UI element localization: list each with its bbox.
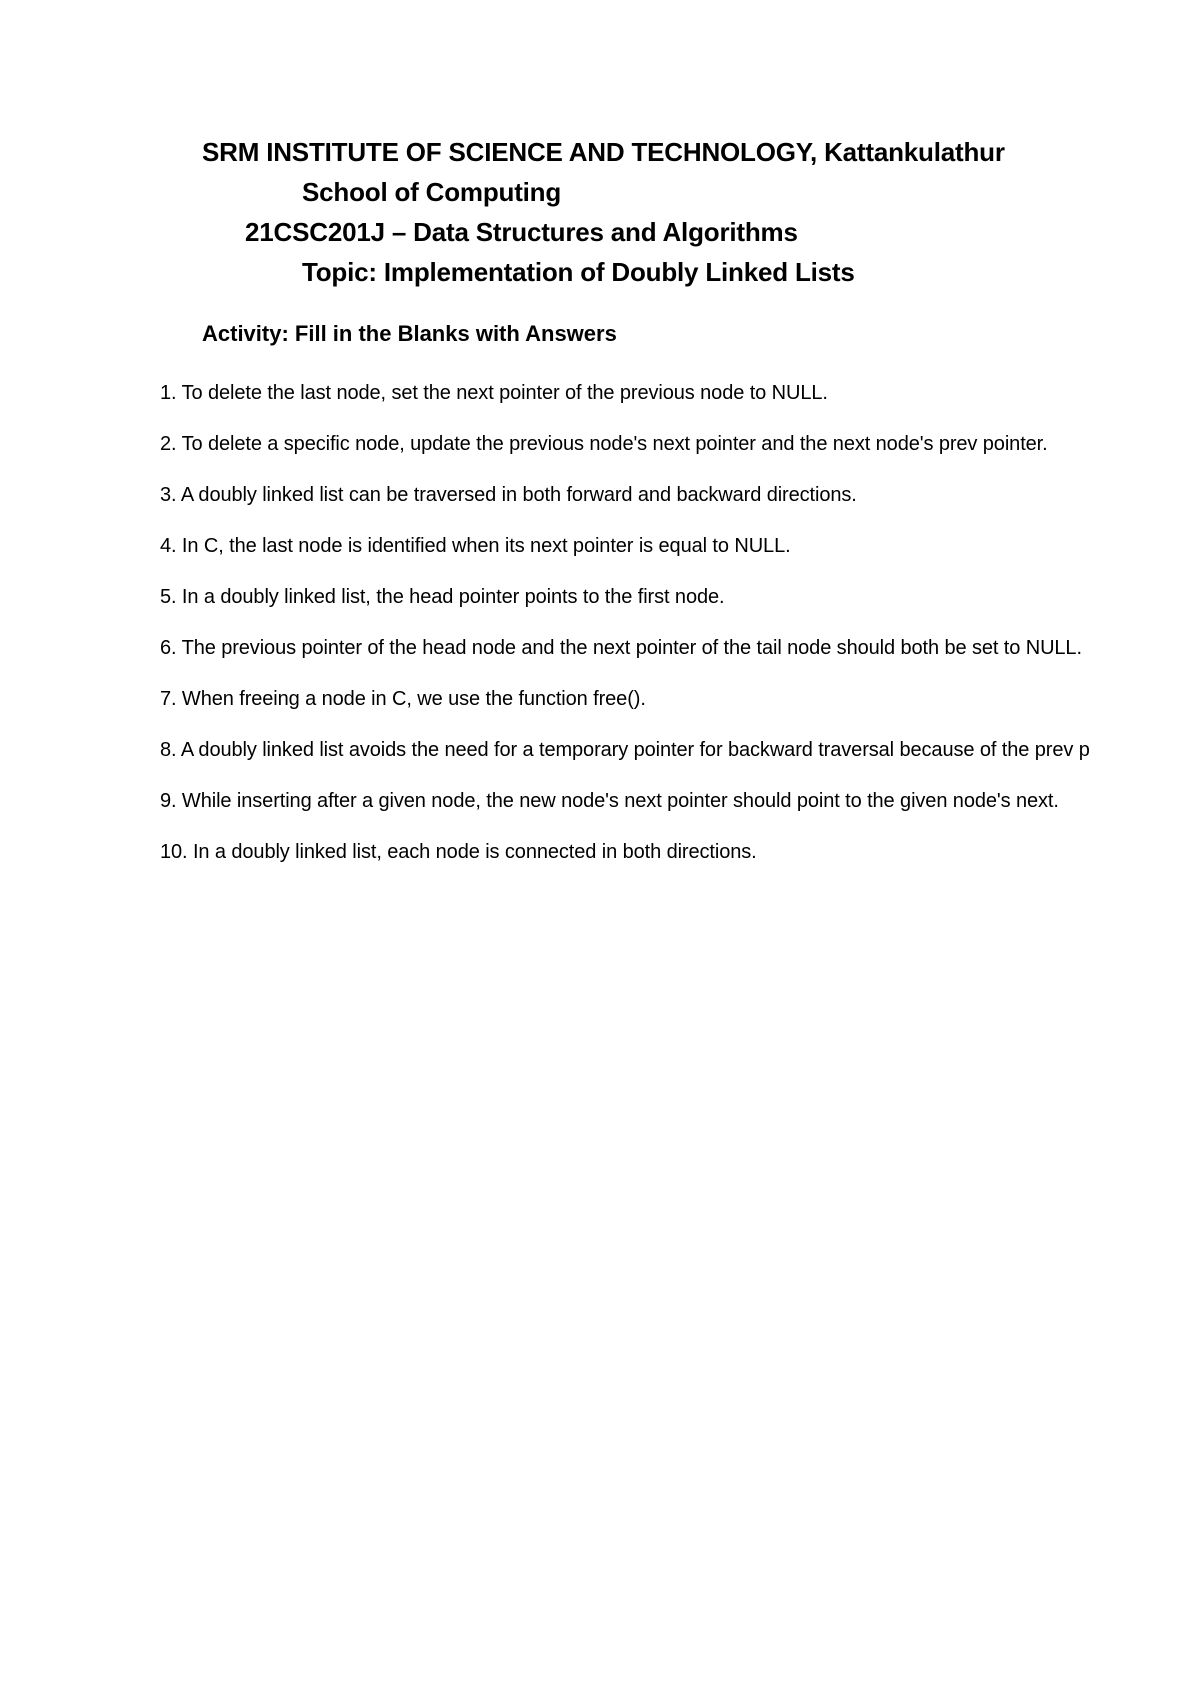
answer-item-4: 4. In C, the last node is identified when its next pointer is equal to NULL.	[160, 535, 791, 557]
school-title: School of Computing	[302, 177, 562, 207]
answer-item-10: 10. In a doubly linked list, each node is connected in both directions.	[160, 841, 757, 863]
answer-item-9: 9. While inserting after a given node, the new node's next pointer should point to the given node's next.	[160, 790, 1059, 812]
answer-item-8: 8. A doubly linked list avoids the need for a temporary pointer for backward traversal because of the prev p	[160, 739, 1090, 761]
course-title: 21CSC201J – Data Structures and Algorithms	[245, 217, 798, 247]
answer-item-3: 3. A doubly linked list can be traversed in both forward and backward directions.	[160, 484, 857, 506]
activity-heading: Activity: Fill in the Blanks with Answers	[202, 321, 617, 346]
answer-item-5: 5. In a doubly linked list, the head pointer points to the first node.	[160, 586, 725, 608]
institute-title: SRM INSTITUTE OF SCIENCE AND TECHNOLOGY, Kattankulathur	[202, 137, 1005, 167]
answers-list	[160, 380, 1200, 890]
answer-item-6: 6. The previous pointer of the head node and the next pointer of the tail node should both be set to NULL.	[160, 637, 1082, 659]
answer-item-7: 7. When freeing a node in C, we use the function free().	[160, 688, 646, 710]
answer-item-2: 2. To delete a specific node, update the previous node's next pointer and the next node's prev pointer.	[160, 433, 1048, 455]
topic-title: Topic: Implementation of Doubly Linked Lists	[302, 257, 855, 287]
answer-item-1: 1. To delete the last node, set the next pointer of the previous node to NULL.	[160, 382, 828, 404]
